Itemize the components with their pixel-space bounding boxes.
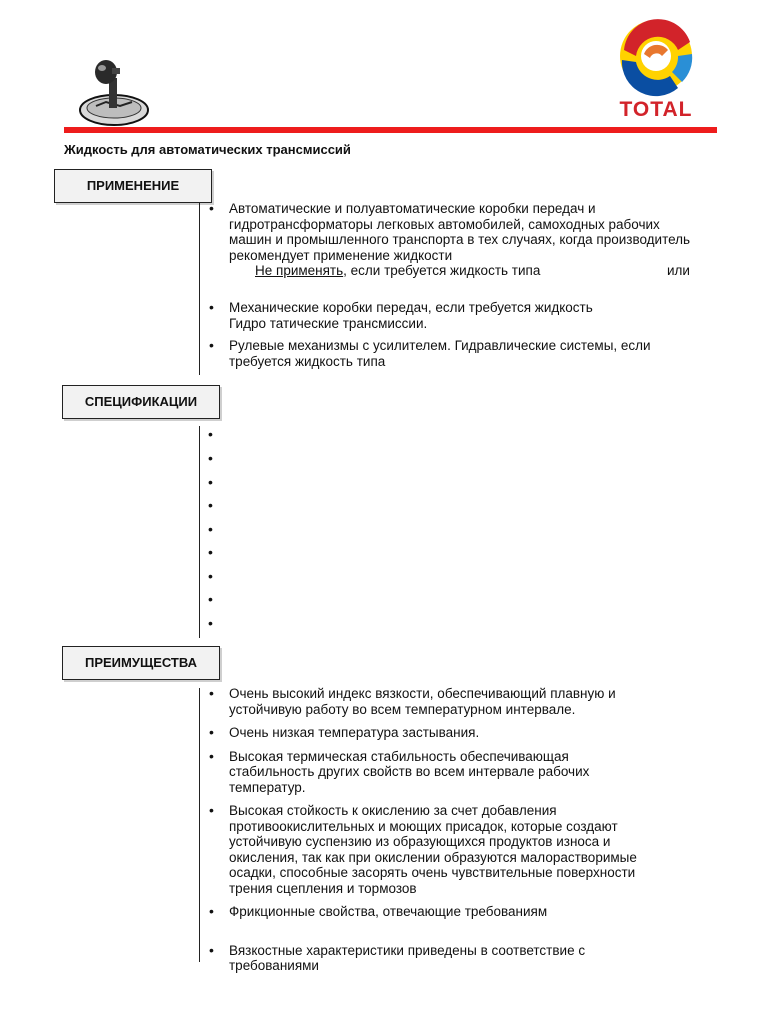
not-apply-label: Не применять: [255, 263, 344, 278]
section-rule: [199, 203, 200, 375]
spec-bullet: •: [208, 474, 213, 490]
list-item: • Высокая стойкость к окислению за счет добавления противоокислительных и моющих присадок, которые создают устойчивую суспензию из образующихся продуктов износа и окисления, так как при окислении образуются малорастворимые осадки, способные засорять очень чувствительные поверхности трения сцепления и тормозов: [207, 803, 652, 896]
list-item: • Фрикционные свойства, отвечающие требованиям: [207, 904, 652, 920]
application-list-2: [207, 300, 697, 369]
list-item: [207, 338, 697, 369]
spec-bullet: •: [208, 544, 213, 560]
section-rule: [199, 426, 200, 638]
application-item-2-line2: Гидро татические трансмиссии.: [229, 315, 428, 331]
not-apply-rest: , если требуется жидкость типа: [343, 263, 541, 278]
not-apply-line: [229, 263, 697, 279]
header-divider: [64, 127, 717, 133]
spec-bullet: •: [208, 497, 213, 513]
section-heading-application: ПРИМЕНЕНИЕ: [54, 169, 212, 203]
application-item-1: Автоматические и полуавтоматические коробки передач и гидротрансформаторы легковых автомобилей, самоходных рабочих машин и промышленного транспорта в тех случаях, когда производитель рекомендует применение жидкости: [229, 201, 691, 263]
list-item: • Очень высокий индекс вязкости, обеспечивающий плавную и устойчивую работу во всем температурном интервале.: [207, 686, 652, 717]
spec-bullet: •: [208, 591, 213, 607]
spec-bullet: •: [208, 450, 213, 466]
list-item: [207, 300, 697, 331]
list-item: [207, 201, 697, 279]
section-heading-specifications: СПЕЦИФИКАЦИИ: [62, 385, 220, 419]
application-item-3: Рулевые механизмы с усилителем. Гидравлические системы, если требуется жидкость типа: [229, 338, 651, 369]
spec-bullet: •: [208, 426, 213, 442]
total-logo: [608, 10, 704, 120]
advantages-list: [207, 686, 652, 974]
list-item: • Высокая термическая стабильность обеспечивающая стабильность других свойств во всем интервале рабочих температур.: [207, 749, 652, 796]
spec-bullet: •: [208, 615, 213, 631]
section-heading-advantages: ПРЕИМУЩЕСТВА: [62, 646, 220, 680]
section-rule: [199, 688, 200, 962]
gear-shifter-icon: [76, 56, 154, 130]
list-item: • Вязкостные характеристики приведены в соответствие с требованиями: [207, 943, 629, 974]
list-item: • Очень низкая температура застывания.: [207, 725, 652, 741]
application-list: [207, 201, 697, 279]
spec-bullet: •: [208, 568, 213, 584]
logo-wordmark: TOTAL: [619, 98, 693, 121]
spec-bullet: •: [208, 521, 213, 537]
application-item-2-line1: • Механические коробки передач, если требуется жидкость: [229, 300, 593, 315]
page-title: Жидкость для автоматических трансмиссий: [64, 142, 351, 157]
or-word: или: [667, 263, 690, 278]
